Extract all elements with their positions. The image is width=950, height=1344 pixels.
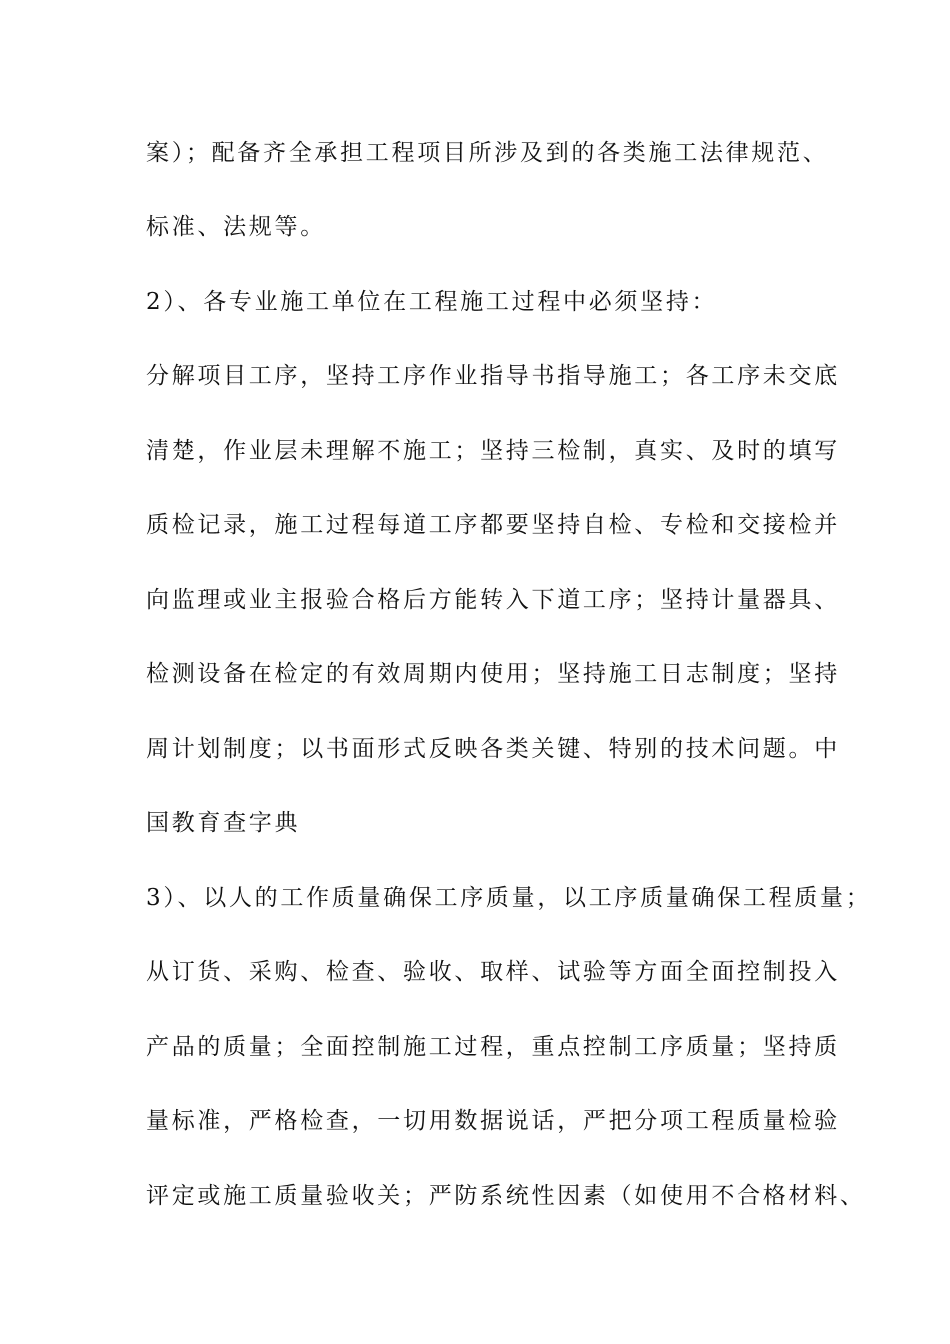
text-line: 分解项目工序，坚持工序作业指导书指导施工；各工序未交底 [146,363,840,389]
text-line: 检测设备在检定的有效周期内使用；坚持施工日志制度；坚持 [146,661,840,687]
text-line: 评定或施工质量验收关；严防系统性因素（如使用不合格材料、 [146,1183,866,1209]
text-line: 量标准，严格检查，一切用数据说话，严把分项工程质量检验 [146,1108,840,1134]
text-line: 3）、以人的工作质量确保工序质量，以工序质量确保工程质量； [146,885,872,911]
text-line: 清楚，作业层未理解不施工；坚持三检制，真实、及时的填写 [146,438,840,464]
text-line: 向监理或业主报验合格后方能转入下道工序；坚持计量器具、 [146,587,840,613]
text-line: 2）、各专业施工单位在工程施工过程中必须坚持： [146,289,718,315]
text-line: 国教育查字典 [146,810,301,836]
text-line: 案）；配备齐全承担工程项目所涉及到的各类施工法律规范、 [146,140,829,166]
text-line: 质检记录，施工过程每道工序都要坚持自检、专检和交接检并 [146,512,840,538]
text-line: 从订货、采购、检查、验收、取样、试验等方面全面控制投入 [146,959,840,985]
text-line: 周计划制度；以书面形式反映各类关键、特别的技术问题。中 [146,736,840,762]
text-line: 产品的质量；全面控制施工过程，重点控制工序质量；坚持质 [146,1034,840,1060]
text-line: 标准、法规等。 [146,214,326,240]
